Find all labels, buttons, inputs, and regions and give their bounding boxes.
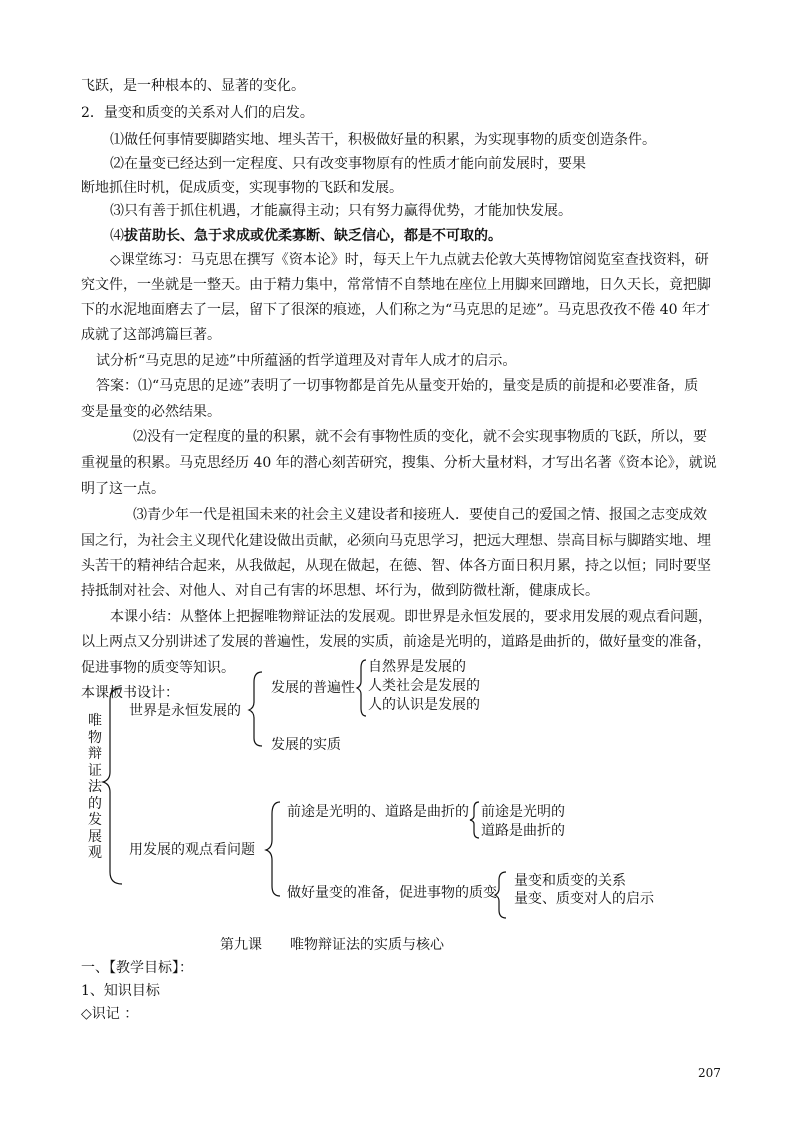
text-span: ⑷	[110, 228, 124, 244]
universality-brace	[357, 660, 366, 716]
world-brace	[249, 672, 262, 746]
diagram-leaf: 人的认识是发展的	[368, 697, 480, 713]
diagram-root-label	[87, 713, 103, 862]
text-line: 飞跃，是一种根本的、显著的变化。	[81, 78, 305, 94]
diagram-node: 用发展的观点看问题	[129, 842, 255, 858]
diagram-leaf: 自然界是发展的	[368, 659, 466, 675]
diagram-leaf: 道路是曲折的	[481, 823, 565, 839]
page-number: 207	[698, 1066, 721, 1080]
text-line: ⑶只有善于抓住机遇，才能赢得主动；只有努力赢得优势，才能加快发展。	[110, 203, 572, 219]
text-line: 重视量的积累。马克思经历 40 年的潜心刻苦研究，搜集、分析大量材料，才写出名著《资本论》，就说	[81, 455, 717, 471]
view-brace	[266, 802, 280, 896]
subheading: ◇识记 ：	[81, 1006, 139, 1022]
diagram-node: 发展的普遍性	[271, 680, 355, 696]
text-line: 国之行，为社会主义现代化建设做出贡献，必须向马克思学习，把远大理想、崇高目标与脚踏实地、埋	[81, 533, 711, 549]
text-line: ⑴做任何事情要脚踏实地、埋头苦干，积极做好量的积累，为实现事物的质变创造条件。	[110, 132, 656, 148]
root-char: 唯	[88, 713, 102, 729]
subheading: 1、知识目标	[81, 983, 160, 999]
text-line: 本课板书设计：	[81, 685, 179, 701]
text-line: ⑵在量变已经达到一定程度、只有改变事物原有的性质才能向前发展时，要果	[110, 156, 586, 172]
diagram-node: 前途是光明的、道路是曲折的	[287, 804, 469, 820]
text-line: 试分析“马克思的足迹”中所蕴涵的哲学道理及对青年人成才的启示。	[96, 353, 517, 369]
diagram-node: 世界是永恒发展的	[129, 703, 241, 719]
future-brace	[470, 802, 479, 838]
text-line: 答案：⑴“马克思的足迹”表明了一切事物都是首先从量变开始的，量变是质的前提和必要准备，质	[96, 378, 699, 394]
root-char: 法	[88, 779, 102, 795]
diagram-node: 发展的实质	[271, 737, 341, 753]
root-char: 证	[88, 762, 102, 779]
text-line: 明了这一点。	[81, 481, 165, 497]
text-line: 2．量变和质变的关系对人们的启发。	[81, 105, 314, 121]
text-line: 断地抓住时机，促成质变，实现事物的飞跃和发展。	[81, 180, 403, 196]
root-char: 发	[88, 812, 102, 828]
root-brace	[103, 688, 122, 884]
text-line: ⑶青少年一代是祖国未来的社会主义建设者和接班人．要使自己的爱国之情、报国之志变成效	[133, 507, 707, 523]
bold-text: 拔苗助长、急于求成或优柔寡断、缺乏信心，都是不可取的。	[124, 228, 502, 244]
diagram-leaf: 量变和质变的关系	[514, 873, 626, 889]
text-line: 本课小结：从整体上把握唯物辩证法的发展观。即世界是永恒发展的，要求用发展的观点看问题，	[110, 609, 712, 625]
text-line: 头苦干的精神结合起来，从我做起，从现在做起，在德、智、体各方面日积月累，持之以恒；同时要坚	[81, 558, 711, 574]
text-line: 究文件，一坐就是一整天。由于精力集中，常常情不自禁地在座位上用脚来回蹭地，日久天长，竟把脚	[81, 277, 711, 293]
text-line: 变是量变的必然结果。	[81, 404, 221, 420]
diagram-leaf: 前途是光明的	[481, 804, 565, 820]
diagram-leaf: 人类社会是发展的	[368, 678, 480, 694]
root-char: 的	[88, 795, 102, 812]
diagram-leaf: 量变、质变对人的启示	[514, 891, 654, 907]
text-line: 以上两点又分别讲述了发展的普遍性，发展的实质，前途是光明的，道路是曲折的，做好量变的准备，	[81, 634, 711, 650]
text-line: 成就了这部鸿篇巨著。	[81, 327, 221, 343]
text-line: 持抵制对社会、对他人、对自己有害的坏思想、坏行为，做到防微杜渐，健康成长。	[81, 583, 599, 599]
text-line: ⑵没有一定程度的量的积累，就不会有事物性质的变化，就不会实现事物质的飞跃，所以，要	[133, 429, 707, 445]
text-line: ◇课堂练习：马克思在撰写《资本论》时，每天上午九点就去伦敦大英博物馆阅览室查找资料，研	[110, 252, 709, 268]
lesson-title: 第九课 唯物辩证法的实质与核心	[220, 937, 444, 953]
text-line: 下的水泥地面磨去了一层，留下了很深的痕迹，人们称之为“马克思的足迹”。马克思孜孜不倦 40 年才	[81, 302, 711, 318]
root-char: 展	[88, 828, 102, 845]
root-char: 物	[88, 729, 102, 746]
root-char: 辩	[88, 746, 102, 762]
section-heading: 一、【教学目标】：	[81, 960, 193, 976]
text-line: 促进事物的质变等知识。	[81, 660, 235, 676]
diagram-node: 做好量变的准备，促进事物的质变	[287, 885, 497, 901]
root-char: 观	[88, 845, 102, 861]
